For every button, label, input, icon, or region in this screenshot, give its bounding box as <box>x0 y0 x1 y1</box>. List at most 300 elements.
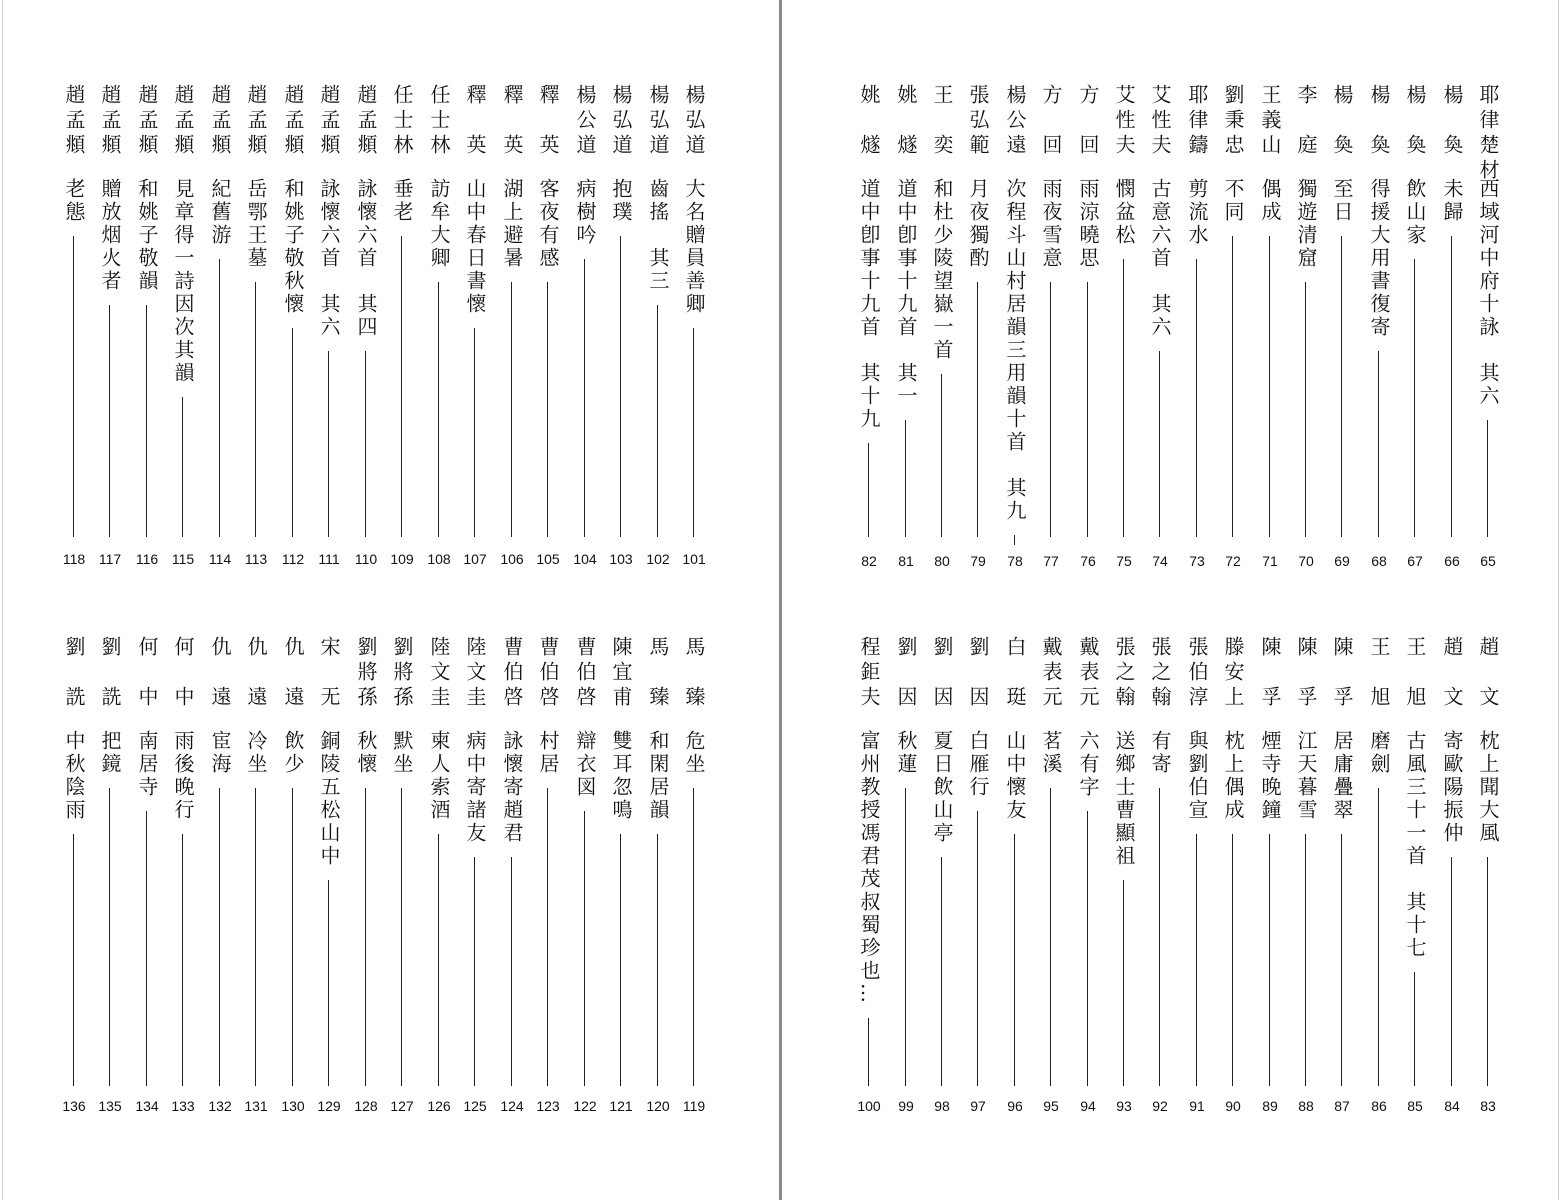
toc-entry[interactable] <box>421 84 457 569</box>
toc-entry-title: 辯衣図 <box>573 730 597 799</box>
toc-page-number: 108 <box>427 551 451 567</box>
toc-entry[interactable] <box>1324 636 1360 1116</box>
toc-entry[interactable] <box>1215 636 1251 1116</box>
toc-entry-title: 寄歐陽振仲 <box>1440 730 1464 845</box>
toc-page-number: 125 <box>463 1098 487 1114</box>
toc-page-number: 98 <box>934 1098 950 1114</box>
toc-page-number: 78 <box>1007 553 1023 569</box>
toc-entry-author: 楊 奐 <box>1330 84 1354 159</box>
toc-entry[interactable] <box>494 84 530 569</box>
toc-entry-author: 劉將孫 <box>390 636 414 711</box>
toc-page-number: 97 <box>970 1098 986 1114</box>
toc-entry[interactable] <box>92 636 128 1116</box>
toc-entry[interactable] <box>851 84 887 571</box>
toc-leader-line <box>941 374 942 537</box>
toc-entry[interactable] <box>384 84 420 569</box>
toc-page-number: 118 <box>62 551 86 567</box>
toc-leader-line <box>511 282 512 537</box>
toc-page-number: 73 <box>1189 553 1205 569</box>
toc-entry[interactable] <box>129 84 165 569</box>
toc-page-number: 105 <box>536 551 560 567</box>
toc-entry[interactable] <box>530 84 566 569</box>
toc-page-number: 69 <box>1334 553 1350 569</box>
toc-entry[interactable] <box>1252 84 1288 571</box>
toc-entry-title: 和閑居韻 <box>646 730 670 822</box>
toc-page-number: 86 <box>1371 1098 1387 1114</box>
toc-entry-title: 次程斗山村居韻三用韻十首 其九 <box>1003 178 1027 523</box>
toc-entry[interactable] <box>311 636 347 1116</box>
toc-entry-title: 飲山家 <box>1403 178 1427 247</box>
toc-page-number: 110 <box>354 551 378 567</box>
toc-entry-author: 馬 臻 <box>682 636 706 711</box>
toc-entry-title: 獨遊清窟 <box>1294 178 1318 270</box>
toc-entry-author: 方 回 <box>1076 84 1100 159</box>
toc-leader-line <box>977 811 978 1086</box>
toc-entry[interactable] <box>457 636 493 1116</box>
toc-entry[interactable] <box>348 636 384 1116</box>
toc-entry[interactable] <box>997 84 1033 571</box>
toc-page-number: 136 <box>62 1098 86 1114</box>
toc-leader-line <box>1196 834 1197 1086</box>
toc-page-number: 128 <box>354 1098 378 1114</box>
toc-entry-author: 楊 奐 <box>1440 84 1464 159</box>
toc-page-number: 75 <box>1116 553 1132 569</box>
toc-entry-author: 趙孟頫 <box>244 84 268 159</box>
toc-entry-author: 王 旭 <box>1367 636 1391 711</box>
toc-entry-title: 詠懷寄趙君 <box>500 730 524 845</box>
toc-entry-title: 富州教授馮君茂叔蜀珍也… <box>857 730 881 1006</box>
toc-entry[interactable] <box>1288 636 1324 1116</box>
toc-entry[interactable] <box>311 84 347 569</box>
toc-page-number: 95 <box>1043 1098 1059 1114</box>
toc-entry-title: 訪牟大卿 <box>427 178 451 270</box>
toc-entry-author: 劉 因 <box>894 636 918 711</box>
toc-entry-author: 仇 遠 <box>208 636 232 711</box>
toc-leader-line <box>1451 236 1452 537</box>
toc-page-number: 76 <box>1080 553 1096 569</box>
toc-leader-line <box>1159 351 1160 537</box>
toc-entry-title: 贈放烟火者 <box>98 178 122 293</box>
toc-entry[interactable] <box>997 636 1033 1116</box>
toc-entry[interactable] <box>1142 636 1178 1116</box>
toc-page-number: 74 <box>1152 553 1168 569</box>
toc-entry[interactable] <box>1142 84 1178 571</box>
toc-entry-title: 雨夜雪意 <box>1039 178 1063 270</box>
toc-leader-line <box>328 351 329 537</box>
toc-entry-author: 滕安上 <box>1221 636 1245 711</box>
book-gutter <box>779 0 782 1200</box>
toc-entry-title: 病中寄諸友 <box>463 730 487 845</box>
toc-page-number: 66 <box>1444 553 1460 569</box>
toc-page-number: 70 <box>1298 553 1314 569</box>
toc-leader-line <box>292 328 293 537</box>
toc-entry[interactable] <box>1033 84 1069 571</box>
toc-entry-title: 和杜少陵望嶽一首 <box>930 178 954 362</box>
toc-entry-title: 剪流水 <box>1185 178 1209 247</box>
toc-leader-line <box>1087 282 1088 537</box>
toc-entry-title: 宦海 <box>208 730 232 776</box>
toc-leader-line <box>620 834 621 1086</box>
toc-entry[interactable] <box>1106 84 1142 571</box>
toc-entry[interactable] <box>640 636 676 1116</box>
toc-entry[interactable] <box>960 84 996 571</box>
toc-entry[interactable] <box>851 636 887 1116</box>
toc-entry[interactable] <box>348 84 384 569</box>
toc-page-number: 96 <box>1007 1098 1023 1114</box>
toc-page-number: 65 <box>1480 553 1496 569</box>
toc-page-number: 71 <box>1262 553 1278 569</box>
toc-leader-line <box>109 305 110 537</box>
toc-entry-author: 楊 奐 <box>1403 84 1427 159</box>
toc-entry[interactable] <box>129 636 165 1116</box>
toc-entry-author: 陳 孚 <box>1258 636 1282 711</box>
toc-entry-author: 劉 因 <box>930 636 954 711</box>
toc-entry[interactable] <box>1434 84 1470 571</box>
toc-page-number: 133 <box>171 1098 195 1114</box>
toc-entry-author: 趙孟頫 <box>281 84 305 159</box>
toc-leader-line <box>977 282 978 537</box>
toc-entry-title: 大名贈員善卿 <box>682 178 706 316</box>
toc-entry-title: 與劉伯宣 <box>1185 730 1209 822</box>
toc-entry-title: 不同 <box>1221 178 1245 224</box>
toc-entry-title: 江天暮雪 <box>1294 730 1318 822</box>
toc-entry-author: 戴表元 <box>1039 636 1063 711</box>
toc-entry-author: 王義山 <box>1258 84 1282 159</box>
toc-entry-author: 仇 遠 <box>244 636 268 711</box>
toc-entry-title: 偶成 <box>1258 178 1282 224</box>
toc-leader-line <box>693 788 694 1086</box>
toc-entry-author: 張之翰 <box>1148 636 1172 711</box>
toc-entry-title: 默坐 <box>390 730 414 776</box>
toc-leader-line <box>620 236 621 537</box>
toc-entry-author: 耶律楚材 <box>1476 84 1500 184</box>
toc-entry-title: 把鏡 <box>98 730 122 776</box>
toc-entry[interactable] <box>1070 636 1106 1116</box>
toc-leader-line <box>905 788 906 1086</box>
toc-entry-title: 憫盆松 <box>1112 178 1136 247</box>
toc-entry[interactable] <box>238 636 274 1116</box>
toc-entry-title: 道中卽事十九首 其十九 <box>857 178 881 431</box>
toc-page-number: 90 <box>1225 1098 1241 1114</box>
toc-leader-line <box>1378 788 1379 1086</box>
toc-page-number: 94 <box>1080 1098 1096 1114</box>
toc-page-number: 81 <box>898 553 914 569</box>
toc-entry-title: 未歸 <box>1440 178 1464 224</box>
right-page-edge <box>1558 0 1559 1200</box>
toc-entry-title: 南居寺 <box>135 730 159 799</box>
toc-entry[interactable] <box>1179 84 1215 571</box>
toc-page-number: 126 <box>427 1098 451 1114</box>
toc-leader-line <box>109 788 110 1086</box>
toc-entry[interactable] <box>567 636 603 1116</box>
toc-entry-author: 陳 孚 <box>1330 636 1354 711</box>
toc-entry-author: 王 旭 <box>1403 636 1427 711</box>
toc-leader-line <box>1050 788 1051 1086</box>
toc-page-number: 109 <box>390 551 414 567</box>
toc-entry-title: 古意六首 其六 <box>1148 178 1172 339</box>
toc-entry[interactable] <box>1033 636 1069 1116</box>
toc-entry-title: 抱璞 <box>609 178 633 224</box>
toc-page-number: 107 <box>463 551 487 567</box>
toc-entry[interactable] <box>888 84 924 571</box>
toc-entry-title: 雙耳忽鳴 <box>609 730 633 822</box>
toc-entry-author: 劉 詵 <box>62 636 86 711</box>
toc-page-number: 102 <box>646 551 670 567</box>
toc-entry-author: 趙 文 <box>1440 636 1464 711</box>
toc-entry[interactable] <box>1215 84 1251 571</box>
toc-entry[interactable] <box>1397 636 1433 1116</box>
toc-leader-line <box>1014 535 1015 545</box>
toc-leader-line <box>292 788 293 1086</box>
toc-entry-title: 雨後晚行 <box>171 730 195 822</box>
toc-entry-title: 湖上避暑 <box>500 178 524 270</box>
toc-leader-line <box>255 282 256 537</box>
toc-entry-author: 趙 文 <box>1476 636 1500 711</box>
toc-page-number: 119 <box>682 1098 706 1114</box>
toc-entry[interactable] <box>238 84 274 569</box>
toc-page-number: 121 <box>609 1098 633 1114</box>
toc-page-number: 84 <box>1444 1098 1460 1114</box>
toc-leader-line <box>146 305 147 537</box>
toc-entry-title: 紀舊游 <box>208 178 232 247</box>
toc-leader-line <box>868 1018 869 1086</box>
toc-entry-author: 方 回 <box>1039 84 1063 159</box>
toc-entry[interactable] <box>92 84 128 569</box>
toc-entry-title: 客夜有感 <box>536 178 560 270</box>
toc-entry-author: 釋 英 <box>500 84 524 159</box>
toc-leader-line <box>73 834 74 1086</box>
toc-leader-line <box>401 788 402 1086</box>
toc-leader-line <box>657 305 658 537</box>
toc-entry-title: 飲少 <box>281 730 305 776</box>
toc-entry-title: 枕上偶成 <box>1221 730 1245 822</box>
toc-entry[interactable] <box>421 636 457 1116</box>
toc-leader-line <box>657 834 658 1086</box>
toc-entry-title: 病樹吟 <box>573 178 597 247</box>
toc-entry-author: 耶律鑄 <box>1185 84 1209 159</box>
toc-entry-title: 山中懷友 <box>1003 730 1027 822</box>
toc-entry-author: 馬 臻 <box>646 636 670 711</box>
toc-leader-line <box>1305 282 1306 537</box>
toc-entry-author: 任士林 <box>390 84 414 159</box>
toc-entry-author: 劉秉忠 <box>1221 84 1245 159</box>
toc-page-number: 103 <box>609 551 633 567</box>
toc-leader-line <box>219 788 220 1086</box>
toc-page-number: 87 <box>1334 1098 1350 1114</box>
toc-entry-title: 道中卽事十九首 其一 <box>894 178 918 408</box>
toc-entry[interactable] <box>1361 636 1397 1116</box>
toc-entry[interactable] <box>1397 84 1433 571</box>
toc-entry[interactable] <box>202 84 238 569</box>
toc-page-number: 72 <box>1225 553 1241 569</box>
toc-leader-line <box>1341 236 1342 537</box>
toc-entry-author: 曹伯啓 <box>536 636 560 711</box>
toc-entry-title: 磨劍 <box>1367 730 1391 776</box>
toc-leader-line <box>1487 857 1488 1086</box>
toc-page-number: 112 <box>281 551 305 567</box>
toc-entry-author: 王 奕 <box>930 84 954 159</box>
toc-page-number: 120 <box>646 1098 670 1114</box>
toc-leader-line <box>1123 880 1124 1086</box>
toc-entry-author: 陳宜甫 <box>609 636 633 711</box>
toc-leader-line <box>474 328 475 537</box>
toc-leader-line <box>438 282 439 537</box>
toc-entry-title: 山中春日書懷 <box>463 178 487 316</box>
toc-leader-line <box>1232 834 1233 1086</box>
toc-entry-title: 中秋陰雨 <box>62 730 86 822</box>
toc-page-number: 83 <box>1480 1098 1496 1114</box>
toc-page-number: 111 <box>318 551 340 567</box>
toc-leader-line <box>1341 834 1342 1086</box>
toc-leader-line <box>547 282 548 537</box>
toc-entry-author: 陳 孚 <box>1294 636 1318 711</box>
toc-entry-title: 銅陵五松山中 <box>317 730 341 868</box>
toc-entry-title: 詠懷六首 其四 <box>354 178 378 339</box>
toc-page-number: 122 <box>573 1098 597 1114</box>
toc-entry-author: 楊弘道 <box>682 84 706 159</box>
toc-page-number: 135 <box>98 1098 122 1114</box>
toc-page-number: 79 <box>970 553 986 569</box>
toc-page-number: 100 <box>857 1098 881 1114</box>
toc-leader-line <box>1269 236 1270 537</box>
toc-leader-line <box>474 857 475 1086</box>
toc-entry-author: 釋 英 <box>463 84 487 159</box>
toc-entry[interactable] <box>1470 636 1506 1116</box>
toc-entry[interactable] <box>1070 84 1106 571</box>
toc-leader-line <box>1014 834 1015 1086</box>
toc-page-number: 89 <box>1262 1098 1278 1114</box>
toc-page-number: 116 <box>135 551 159 567</box>
toc-page-number: 88 <box>1298 1098 1314 1114</box>
toc-page-number: 68 <box>1371 553 1387 569</box>
toc-entry-author: 趙孟頫 <box>98 84 122 159</box>
toc-entry[interactable] <box>165 636 201 1116</box>
toc-entry-title: 夏日飲山亭 <box>930 730 954 845</box>
toc-entry-author: 陸文圭 <box>463 636 487 711</box>
toc-entry[interactable] <box>1252 636 1288 1116</box>
toc-page-number: 85 <box>1407 1098 1423 1114</box>
toc-page-number: 67 <box>1407 553 1423 569</box>
toc-leader-line <box>1159 788 1160 1086</box>
toc-leader-line <box>328 880 329 1086</box>
toc-entry[interactable] <box>56 636 92 1116</box>
toc-entry-title: 岳鄂王墓 <box>244 178 268 270</box>
toc-entry[interactable] <box>56 84 92 569</box>
toc-entry-author: 張之翰 <box>1112 636 1136 711</box>
toc-leader-line <box>182 834 183 1086</box>
toc-entry[interactable] <box>1288 84 1324 571</box>
toc-entry[interactable] <box>567 84 603 569</box>
toc-entry-title: 枕上聞大風 <box>1476 730 1500 845</box>
toc-entry-title: 村居 <box>536 730 560 776</box>
toc-entry-author: 劉 因 <box>966 636 990 711</box>
toc-entry-author: 張弘範 <box>966 84 990 159</box>
toc-entry[interactable] <box>202 636 238 1116</box>
toc-leader-line <box>511 857 512 1086</box>
toc-leader-line <box>1451 857 1452 1086</box>
toc-entry[interactable] <box>924 84 960 571</box>
toc-leader-line <box>941 857 942 1086</box>
toc-leader-line <box>182 397 183 537</box>
toc-page-number: 123 <box>536 1098 560 1114</box>
toc-entry-author: 程鉅夫 <box>857 636 881 711</box>
toc-leader-line <box>547 788 548 1086</box>
toc-entry[interactable] <box>1434 636 1470 1116</box>
toc-entry[interactable] <box>1470 84 1506 571</box>
toc-entry-title: 柬人索酒 <box>427 730 451 822</box>
toc-entry-author: 曹伯啓 <box>573 636 597 711</box>
toc-entry[interactable] <box>1179 636 1215 1116</box>
toc-entry-title: 危坐 <box>682 730 706 776</box>
toc-leader-line <box>401 236 402 537</box>
toc-entry-title: 秋懷 <box>354 730 378 776</box>
toc-page-number: 104 <box>573 551 597 567</box>
toc-entry[interactable] <box>676 636 712 1116</box>
toc-entry[interactable] <box>888 636 924 1116</box>
toc-entry-title: 秋蓮 <box>894 730 918 776</box>
toc-entry-author: 艾性夫 <box>1148 84 1172 159</box>
toc-entry[interactable] <box>530 636 566 1116</box>
toc-entry-author: 何 中 <box>135 636 159 711</box>
toc-entry[interactable] <box>384 636 420 1116</box>
toc-entry[interactable] <box>457 84 493 569</box>
toc-entry-title: 詠懷六首 其六 <box>317 178 341 339</box>
toc-entry[interactable] <box>960 636 996 1116</box>
toc-entry-author: 姚 燧 <box>857 84 881 159</box>
toc-leader-line <box>1414 259 1415 537</box>
toc-leader-line <box>1414 972 1415 1086</box>
toc-leader-line <box>219 259 220 537</box>
toc-entry[interactable] <box>275 636 311 1116</box>
toc-entry-author: 楊弘道 <box>609 84 633 159</box>
toc-entry-title: 茗溪 <box>1039 730 1063 776</box>
toc-page-number: 113 <box>244 551 268 567</box>
toc-leader-line <box>1487 420 1488 537</box>
toc-entry[interactable] <box>1324 84 1360 571</box>
toc-page-number: 80 <box>934 553 950 569</box>
toc-entry[interactable] <box>924 636 960 1116</box>
toc-entry[interactable] <box>640 84 676 569</box>
toc-entry-author: 趙孟頫 <box>317 84 341 159</box>
toc-entry[interactable] <box>676 84 712 569</box>
toc-entry[interactable] <box>1361 84 1397 571</box>
toc-entry-author: 白 珽 <box>1003 636 1027 711</box>
toc-entry[interactable] <box>494 636 530 1116</box>
toc-entry-title: 送鄉士曹顯祖 <box>1112 730 1136 868</box>
toc-entry-title: 煙寺晚鐘 <box>1258 730 1282 822</box>
toc-entry-title: 有寄 <box>1148 730 1172 776</box>
toc-entry[interactable] <box>603 636 639 1116</box>
toc-entry[interactable] <box>603 84 639 569</box>
toc-entry-title: 見章得一詩因次其韻 <box>171 178 195 385</box>
toc-entry[interactable] <box>1106 636 1142 1116</box>
toc-entry-title: 齒搖 其三 <box>646 178 670 293</box>
toc-entry-author: 任士林 <box>427 84 451 159</box>
toc-leader-line <box>1305 834 1306 1086</box>
toc-entry[interactable] <box>275 84 311 569</box>
toc-page-number: 82 <box>861 553 877 569</box>
toc-page-number: 132 <box>208 1098 232 1114</box>
toc-entry-title: 得援大用書復寄 <box>1367 178 1391 339</box>
toc-entry[interactable] <box>165 84 201 569</box>
toc-entry-title: 冷坐 <box>244 730 268 776</box>
toc-entry-title: 古風三十一首 其十七 <box>1403 730 1427 960</box>
toc-entry-title: 六有字 <box>1076 730 1100 799</box>
toc-leader-line <box>438 834 439 1086</box>
toc-page-number: 106 <box>500 551 524 567</box>
toc-entry-author: 趙孟頫 <box>354 84 378 159</box>
toc-entry-author: 楊公遠 <box>1003 84 1027 159</box>
